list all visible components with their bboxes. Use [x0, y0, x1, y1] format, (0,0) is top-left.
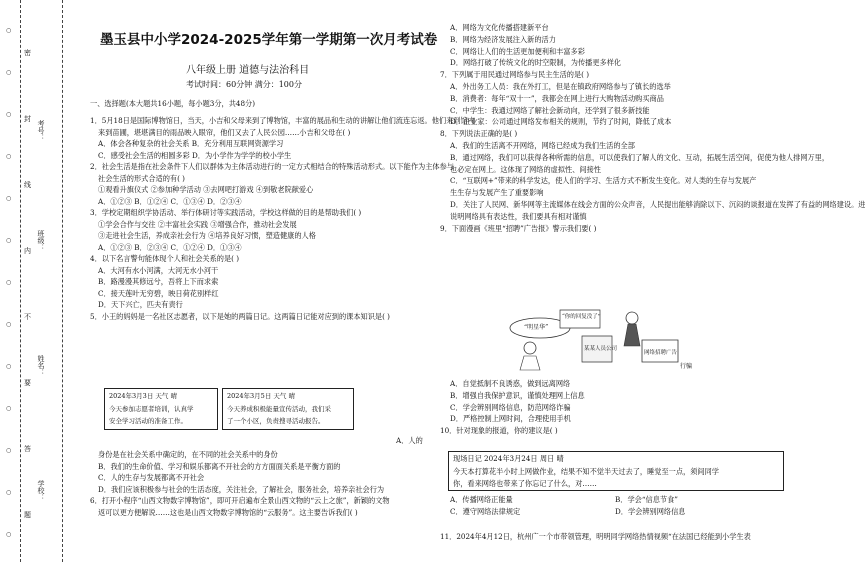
option-line: D．关注了人民网、新华网等主流媒体在线会方面的公众声音，人民提出能够消除以下、沉闷的谈报道在发挥了有益的网络建设。进: [450, 199, 865, 209]
option-line: 也必定在网上。这体现了网络的虚拟性、间接性: [450, 164, 601, 174]
diary-text: 今天参加志愿者培训，认真学: [109, 405, 194, 413]
diary-head: 现场日记 2024年3月24日 周日 晴: [453, 454, 564, 463]
seal-char: 内: [24, 247, 31, 255]
leaf-mark: ○: [6, 363, 12, 370]
option-line: A．我们的生活离不开网络，网络已经成为我们生活的全部: [450, 140, 635, 150]
option-line: C．“互联网+”带来的科学发达，使人们的学习、生活方式不断发生变化。对人类的生存与发展产: [450, 176, 757, 186]
seal-char: 封: [24, 115, 31, 123]
question-line: 来到苗圃，堪堪满目的雨品映入眼帘，他们又去了人民公园……小吉和父母在( ): [98, 127, 351, 137]
option-line: D．网络打破了传统文化的时空限制，为传播更多样化: [450, 58, 622, 68]
diary-text: 安全学习活动的准备工作。: [109, 417, 187, 425]
question-line: 7．下列属于用民通过网络参与民主生活的是( ): [440, 70, 590, 80]
question-line: 6．打开小程序“山西文物数字博物馆”，即可开启遍布全景山西文物的“云上之旅”，新颖的文物: [90, 496, 390, 505]
leaf-mark: ○: [6, 279, 12, 286]
seal-char: 要: [24, 379, 31, 387]
binding-line: [20, 0, 21, 562]
option-line: A．自觉抵制不良诱惑，做到远离网络: [450, 379, 571, 388]
exam-title: 墨玉县中小学2024-2025学年第一学期第一次月考试卷: [100, 32, 438, 48]
diary-date: 2024年3月3日 天气 晴: [109, 392, 177, 400]
option-line: 生生存与发展产生了重要影响: [450, 188, 544, 198]
q10-options: [450, 494, 780, 518]
leaf-mark: ○: [6, 111, 12, 118]
option-line: C．学会辨别网络信息，防范网络诈骗: [450, 402, 571, 412]
name-label: 姓名：: [37, 355, 45, 376]
cartoon-drawing: [500, 300, 700, 372]
question-line: 10．针对现象的报道，你的建议是( ): [440, 426, 558, 436]
question-line: 11．2024年4月12日，杭州广一个市带领管理，明明同学网络热情视频“在法国已经能到小学生表: [440, 532, 751, 541]
option-line: A．网络为文化传播搭建新平台: [450, 23, 549, 32]
option-line: D．天下兴亡，匹夫有责行: [98, 300, 183, 309]
option-line: D．我们应该积极参与社会的生活态度，关注社会，了解社会，服务社会，培养亲社会行为: [98, 484, 385, 494]
exam-subject: 八年级上册 道德与法治科目: [186, 65, 310, 76]
cartoon-bubble: “明星华”: [524, 324, 549, 331]
exam-number-label: 考号：: [37, 120, 45, 141]
option-line: D．学会辨别网络信息: [615, 507, 686, 516]
option-line: A．①②③ B．①②④ C．①③④ D．②③④: [98, 196, 242, 206]
option-line: A．①②③ B．②③④ C．①②④ D．①③④: [98, 242, 242, 252]
option-line: A．体会各种复杂的社会关系 B．充分利用互联网资源学习: [98, 139, 284, 148]
diary-text: 了一个小区，负责搜寻活动报告。: [227, 417, 325, 425]
option-line: C．感受社会生活的相圆多彩 D．为小学作为学学的校小学生: [98, 150, 292, 160]
diary-box-1: [104, 388, 218, 430]
leaf-mark: ○: [6, 237, 12, 244]
option-line: A．大河有水小河满，大河无水小河干: [98, 265, 219, 275]
seal-char: 答: [24, 445, 31, 453]
leaf-mark: ○: [6, 447, 12, 454]
question-line: 4．以下名言警句能体现个人和社会关系的是( ): [90, 254, 240, 263]
question-line: 返可以更方便解说……这也是山西文物数字博物馆的“云服务”。这主要告诉我们( ): [98, 507, 358, 517]
option-line: A．外出务工人员：我在外打工，但是在镇政府网络参与了镇长的选举: [450, 81, 671, 91]
question-line: 9．下面漫画《班里“招聘”广告报》警示我们要( ): [440, 223, 597, 233]
option-row: [450, 506, 780, 518]
binding-line-inner: [62, 0, 63, 562]
diary-box-3: [448, 451, 784, 491]
binding-leaf-marks: [6, 10, 18, 556]
cartoon-illustration: [500, 300, 700, 372]
option-line: B．我们的生命价值、学习和娱乐都离不开社会的方方面面关系是平衡方面的: [98, 461, 341, 471]
section-heading: 一、选择题(本大题共16小题，每小题3分，共48分): [90, 99, 256, 108]
option-line: D．严格控制上网时间，合理使用手机: [450, 414, 571, 424]
seal-text: [24, 20, 36, 548]
question-line: 5．小王的妈妈是一名社区志愿者，以下是她的两篇日记。这两篇日记能对应到的课本知识是( ): [90, 311, 390, 321]
option-line: 身份是在社会关系中确定的，在不同的社会关系中的身份: [98, 450, 278, 459]
option-line: B．学会“信息节食”: [615, 495, 678, 504]
leaf-mark: ○: [6, 405, 12, 412]
seal-char: 题: [24, 511, 31, 519]
exam-time-score: 考试时间：60分钟 满分：100分: [186, 80, 302, 89]
leaf-mark: ○: [6, 321, 12, 328]
option-line: C．遵守网络法律规定: [450, 507, 521, 516]
leaf-mark: ○: [6, 153, 12, 160]
option-line: B．路漫漫其修远兮，吾将上下而求索: [98, 277, 219, 286]
option-line: C．接天莲叶无穷碧，映日荷花别样红: [98, 288, 219, 298]
cartoon-top-note: “你的回复没了”: [562, 314, 601, 320]
leaf-mark: ○: [6, 69, 12, 76]
leaf-mark: ○: [6, 489, 12, 496]
leaf-mark: ○: [6, 195, 12, 202]
seal-char: 线: [24, 181, 31, 189]
diary-box-2: [222, 388, 354, 430]
class-label: 班级：: [37, 230, 45, 251]
option-row: [450, 494, 780, 506]
question-line: 1．5月18日是国际博物馆日，当天，小吉和父母来到了博物馆，丰富的展品和生动的讲解让他们流连忘返。他们来到馆内: [90, 116, 475, 125]
option-line: C．人的生存与发展都离不开社会: [98, 473, 205, 482]
option-line: C．网络让人们的生活更加便利和丰富多彩: [450, 46, 585, 56]
leaf-mark: ○: [6, 531, 12, 538]
right-column: [440, 22, 865, 234]
option-line: ③走进社会生活，养成亲社会行为 ④培养良好习惯，塑造健康的人格: [98, 231, 316, 240]
option-line: ①观看升旗仪式 ②参加种学活动 ③去网吧打游戏 ④到敬老院献爱心: [98, 185, 314, 194]
option-line: A．人的: [396, 436, 423, 445]
option-line: 说明网络具有表达性，我们要具有相对谨慎: [450, 211, 587, 221]
cartoon-board-b: 网络招聘广告: [644, 350, 678, 356]
leaf-mark: ○: [6, 27, 12, 34]
cartoon-board-a: 某某人员公司: [584, 346, 618, 352]
option-line: B．消费者：每年“双十一”，我都会在网上进行大购物活动购买商品: [450, 93, 664, 103]
left-column-lower: [90, 449, 438, 518]
cartoon-caption: 行骗: [680, 363, 693, 370]
seal-char: 不: [24, 313, 31, 321]
question-line: 3．学校定期组织学协活动、举行体研讨等实践活动，学校这样做的目的是帮助我们( ): [90, 208, 362, 217]
question-line: 8．下列说法正确的是( ): [440, 129, 518, 139]
diary-text: 你，看来网络也带来了你忘记了什么，对……: [453, 479, 597, 488]
option-line: ①学会合作与交往 ②丰富社会实践 ③增强合作，推动社会发展: [98, 219, 297, 229]
q9-options: [440, 378, 790, 437]
school-label: 学校：: [37, 480, 45, 501]
left-column: [90, 115, 475, 322]
option-line: C．中学生：我通过网络了解社会新动向，还学到了很多新技能: [450, 105, 650, 115]
option-line: B．网络为经济发展注入新的活力: [450, 34, 556, 44]
option-line: B．增强自我保护意识，谨慎处理网上信息: [450, 390, 585, 400]
diary-date: 2024年3月5日 天气 晴: [227, 392, 295, 400]
diary-text: 今天养成积极能量宣传活动，我们采: [227, 405, 331, 413]
option-line: B．通过网络，我们可以获得各种所需的信息，可以使我们了解人的文化、互动，拓展生活空间，促使为他人排网万里，: [450, 152, 830, 162]
question-line: 2．社会生活是指在社会条件下人们以群体为主体活动进行的一定方式相结合的特殊活动形式。以下能作为主体参与: [90, 162, 454, 171]
option-line: D．企业家：公司通过网络发布相关的规则，节约了时间，降低了成本: [450, 117, 672, 127]
seal-char: 密: [24, 49, 31, 57]
question-line: 社会生活的形式合适的有( ): [98, 173, 185, 183]
diary-text: 今天本打算花半小时上网做作业，结果不知不觉半天过去了，睡觉至一点，须间同学: [453, 467, 719, 476]
option-line: A．传播网络正能量: [450, 495, 513, 504]
